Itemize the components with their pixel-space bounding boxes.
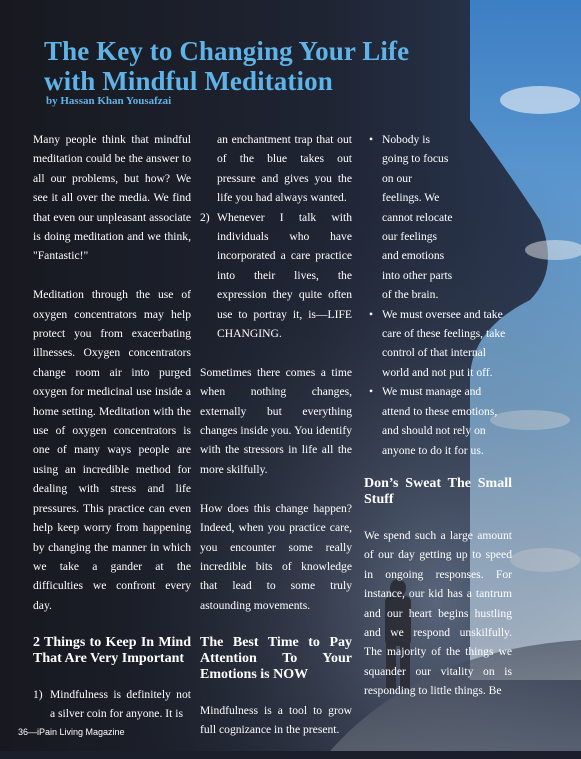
paragraph: How does this change happen? Indeed, when you practice care, you encounter some really incredible bits of knowledge that lead to some truly astounding movements. [200,501,352,612]
article-title [44,36,409,96]
paragraph: Sometimes there comes a time when nothing changes, externally but everything changes inside you. You identify with the stressors in life all the more skilfully. [200,365,352,476]
list-item [364,382,512,460]
bullet-icon: • [369,133,374,146]
list-item [364,305,512,383]
column-2 [200,130,352,759]
list-item [364,130,512,305]
numbered-list [33,685,191,724]
list-item-text: Mindfulness is definitely not a silver coin for anyone. It is [50,687,191,720]
list-number: 1) [33,687,43,701]
section-heading: 2 Things to Keep In Mind That Are Very Important [33,634,191,666]
list-item-text: Whenever I talk with individuals who have incorporated a care practice into their lives, the expression they quite often use to portray it, is—LIFE CHANGING. [217,210,352,341]
list-item-text: We must oversee and take care of these feelings, take control of that internal world and not put it off. [382,307,506,379]
bullet-list [364,130,512,460]
column-3 [364,130,512,720]
paragraph: Many people think that mindful meditation could be the answer to all our problems, but how? We see it all over the media. We find that even our unpleasant associate is doing meditation and we think, "Fantastic!" [33,133,191,263]
paragraph: Meditation through the use of oxygen concentrators may help protect you from exacerbating illnesses. Oxygen concentrators change room air into purged oxygen for medicinal use inside a home setting. Meditation with the use of oxygen concentrators is one of many ways people are using an incredible method for dealing with stress and life pressures. This practice can even help keep worry from happening by changing the manner in which we take a gander at the difficulties we confront every day. [33,288,191,612]
list-item-text: We must manage and attend to these emotions, and should not rely on anyone to do it for us. [382,385,498,457]
title-line-1: The Key to Changing Your Life [44,36,410,66]
byline: by Hassan Khan Yousafzai [46,95,172,107]
list-item [33,685,191,724]
paragraph: We spend such a large amount of our day getting up to speed in ongoing responses. For instance, our kid has a tantrum and our heart begins hustling and we respond unskilfully. The majority of the things we squander our vitality on is responding to little things. Be [364,528,512,698]
bullet-icon: • [369,307,374,321]
section-heading: Don’s Sweat The Small Stuff [364,475,512,507]
paragraph: Mindfulness is a tool to grow full cognizance in the present. [200,703,352,736]
paragraph: an enchantment trap that out of the blue takes out pressure and gives you the life you had always wanted. [217,133,352,205]
list-number: 2) [200,210,210,224]
page-footer: 36—iPain Living Magazine [18,727,125,737]
list-item [200,208,352,344]
title-line-2: with Mindful Meditation [44,66,333,96]
column-1 [33,130,191,743]
numbered-list [200,208,352,344]
bullet-icon: • [369,385,374,399]
list-item-text: Nobody is going to focus on our feelings. We cannot relocate our feelings and emotions into other parts of the brain. [382,133,453,302]
section-heading: The Best Time to Pay Attention To Your Emotions is NOW [200,634,352,682]
